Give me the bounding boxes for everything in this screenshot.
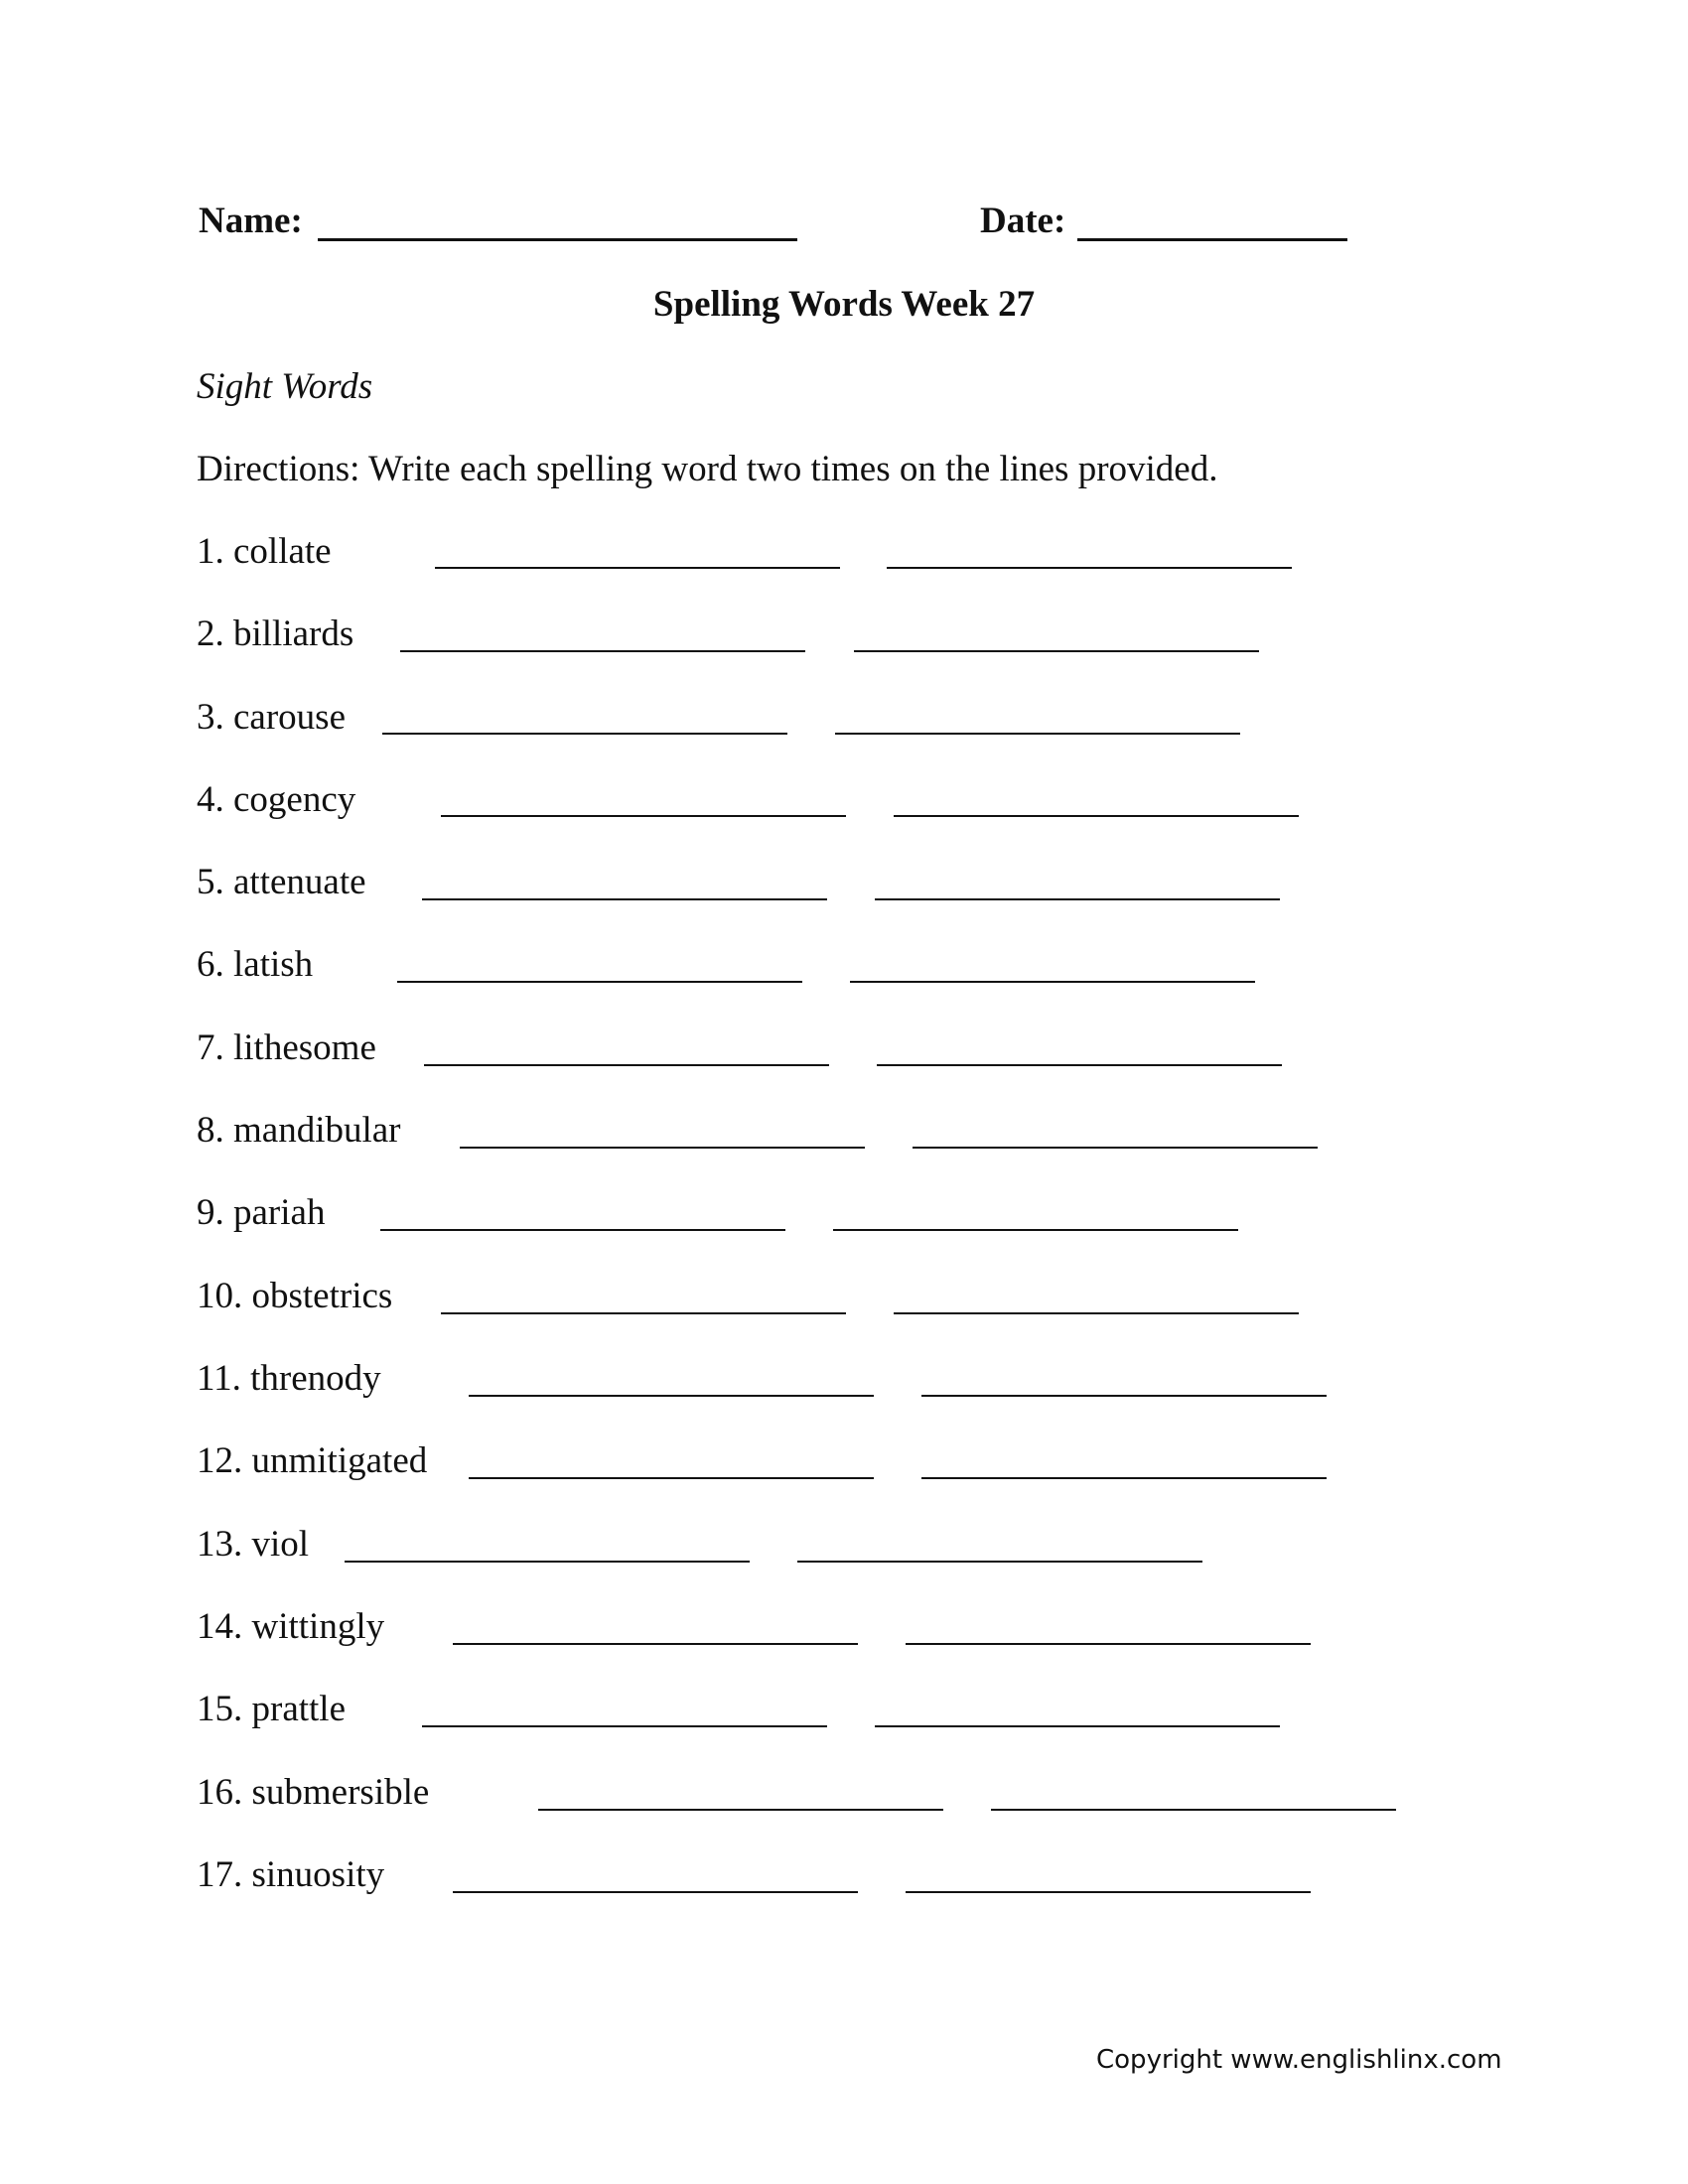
word-label: 17. sinuosity [197, 1854, 385, 1895]
directions-text: Directions: Write each spelling word two times on the lines provided. [197, 449, 1218, 489]
write-line-1[interactable] [453, 1891, 858, 1893]
section-subtitle: Sight Words [197, 366, 373, 407]
word-label: 16. submersible [197, 1772, 430, 1813]
write-line-2[interactable] [906, 1643, 1311, 1645]
write-line-2[interactable] [833, 1229, 1238, 1231]
write-line-2[interactable] [913, 1147, 1318, 1149]
write-line-2[interactable] [877, 1064, 1282, 1066]
write-line-1[interactable] [345, 1561, 750, 1563]
write-line-1[interactable] [441, 815, 846, 817]
word-label: 12. unmitigated [197, 1440, 428, 1481]
write-line-1[interactable] [460, 1147, 865, 1149]
write-line-1[interactable] [400, 650, 805, 652]
write-line-1[interactable] [422, 898, 827, 900]
word-label: 15. prattle [197, 1689, 347, 1729]
date-label: Date: [980, 201, 1066, 241]
write-line-2[interactable] [875, 1725, 1280, 1727]
write-line-1[interactable] [422, 1725, 827, 1727]
write-line-1[interactable] [424, 1064, 829, 1066]
word-label: 10. obstetrics [197, 1276, 393, 1316]
word-label: 5. attenuate [197, 862, 366, 902]
word-label: 14. wittingly [197, 1606, 385, 1647]
write-line-1[interactable] [435, 567, 840, 569]
write-line-1[interactable] [538, 1809, 943, 1811]
write-line-2[interactable] [875, 898, 1280, 900]
word-label: 11. threnody [197, 1358, 381, 1399]
write-line-2[interactable] [894, 815, 1299, 817]
write-line-2[interactable] [854, 650, 1259, 652]
word-label: 9. pariah [197, 1192, 326, 1233]
write-line-2[interactable] [850, 981, 1255, 983]
write-line-1[interactable] [397, 981, 802, 983]
word-label: 4. cogency [197, 779, 356, 820]
word-label: 1. collate [197, 531, 332, 572]
word-label: 13. viol [197, 1524, 310, 1565]
write-line-1[interactable] [469, 1477, 874, 1479]
write-line-2[interactable] [921, 1477, 1327, 1479]
write-line-1[interactable] [441, 1312, 846, 1314]
page-title: Spelling Words Week 27 [652, 284, 1036, 325]
word-label: 2. billiards [197, 614, 354, 654]
write-line-1[interactable] [469, 1395, 874, 1397]
write-line-2[interactable] [991, 1809, 1396, 1811]
word-label: 6. latish [197, 944, 314, 985]
write-line-1[interactable] [382, 733, 787, 735]
write-line-2[interactable] [921, 1395, 1327, 1397]
copyright-text: Copyright www.englishlinx.com [1096, 2045, 1502, 2075]
name-field[interactable] [318, 238, 797, 241]
date-field[interactable] [1077, 238, 1347, 241]
word-label: 7. lithesome [197, 1027, 376, 1068]
word-label: 8. mandibular [197, 1110, 401, 1151]
write-line-2[interactable] [906, 1891, 1311, 1893]
write-line-2[interactable] [894, 1312, 1299, 1314]
write-line-1[interactable] [453, 1643, 858, 1645]
word-label: 3. carouse [197, 697, 346, 738]
write-line-2[interactable] [887, 567, 1292, 569]
write-line-2[interactable] [797, 1561, 1202, 1563]
write-line-1[interactable] [380, 1229, 785, 1231]
name-label: Name: [199, 201, 303, 241]
write-line-2[interactable] [835, 733, 1240, 735]
